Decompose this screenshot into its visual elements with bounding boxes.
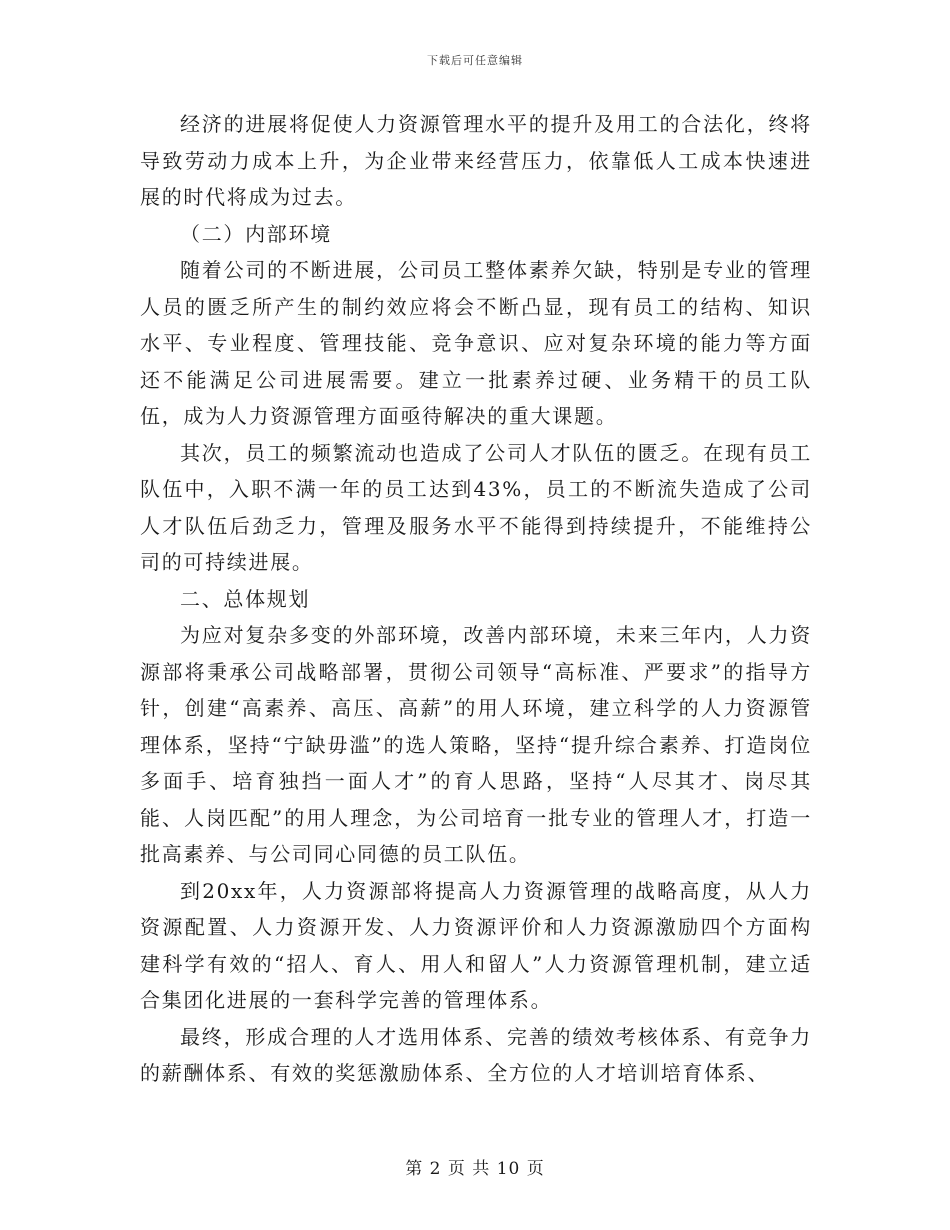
paragraph-staff-turnover: 其次，员工的频繁流动也造成了公司人才队伍的匮乏。在现有员工队伍中，入职不满一年的员工达到43%，员工的不断流失造成了公司人才队伍后劲乏力，管理及服务水平不能得到持续提升，不能维持公司的可持续进展。 (140, 440, 812, 574)
paragraph-strategy: 为应对复杂多变的外部环境，改善内部环境，未来三年内，人力资源部将秉承公司战略部署，贯彻公司领导“高标准、严要求”的指导方针，创建“高素养、高压、高薪”的用人环境，建立科学的人力资源管理体系，坚持“宁缺毋滥”的选人策略，坚持“提升综合素养、打造岗位多面手、培育独挡一面人才”的育人思路，坚持“人尽其才、岗尽其能、人岗匹配”的用人理念，为公司培育一批专业的管理人才，打造一批高素养、与公司同心同德的员工队伍。 (140, 623, 812, 866)
paragraph-target-year: 到20xx年，人力资源部将提高人力资源管理的战略高度，从人力资源配置、人力资源开发、人力资源评价和人力资源激励四个方面构建科学有效的“招人、育人、用人和留人”人力资源管理机制，建立适合集团化进展的一套科学完善的管理体系。 (140, 878, 812, 1012)
paragraph-staff-quality: 随着公司的不断进展，公司员工整体素养欠缺，特别是专业的管理人员的匮乏所产生的制约效应将会不断凸显，现有员工的结构、知识水平、专业程度、管理技能、竞争意识、应对复杂环境的能力等方面还不能满足公司进展需要。建立一批素养过硬、业务精干的员工队伍，成为人力资源管理方面亟待解决的重大课题。 (140, 258, 812, 428)
section-heading-internal-environment: （二）内部环境 (180, 221, 332, 246)
page-header-note: 下载后可任意编辑 (427, 54, 523, 67)
page-number: 第 2 页 共 10 页 (405, 1159, 545, 1179)
page-footer (0, 1154, 950, 1179)
paragraph-economic-outlook: 经济的进展将促使人力资源管理水平的提升及用工的合法化，终将导致劳动力成本上升，为企业带来经营压力，依靠低人工成本快速进展的时代将成为过去。 (140, 112, 812, 209)
document-body (140, 106, 812, 1092)
paragraph-final-systems: 最终，形成合理的人才选用体系、完善的绩效考核体系、有竞争力的薪酬体系、有效的奖惩激励体系、全方位的人才培训培育体系、 (140, 1024, 812, 1085)
section-heading-overall-plan: 二、总体规划 (180, 586, 311, 611)
